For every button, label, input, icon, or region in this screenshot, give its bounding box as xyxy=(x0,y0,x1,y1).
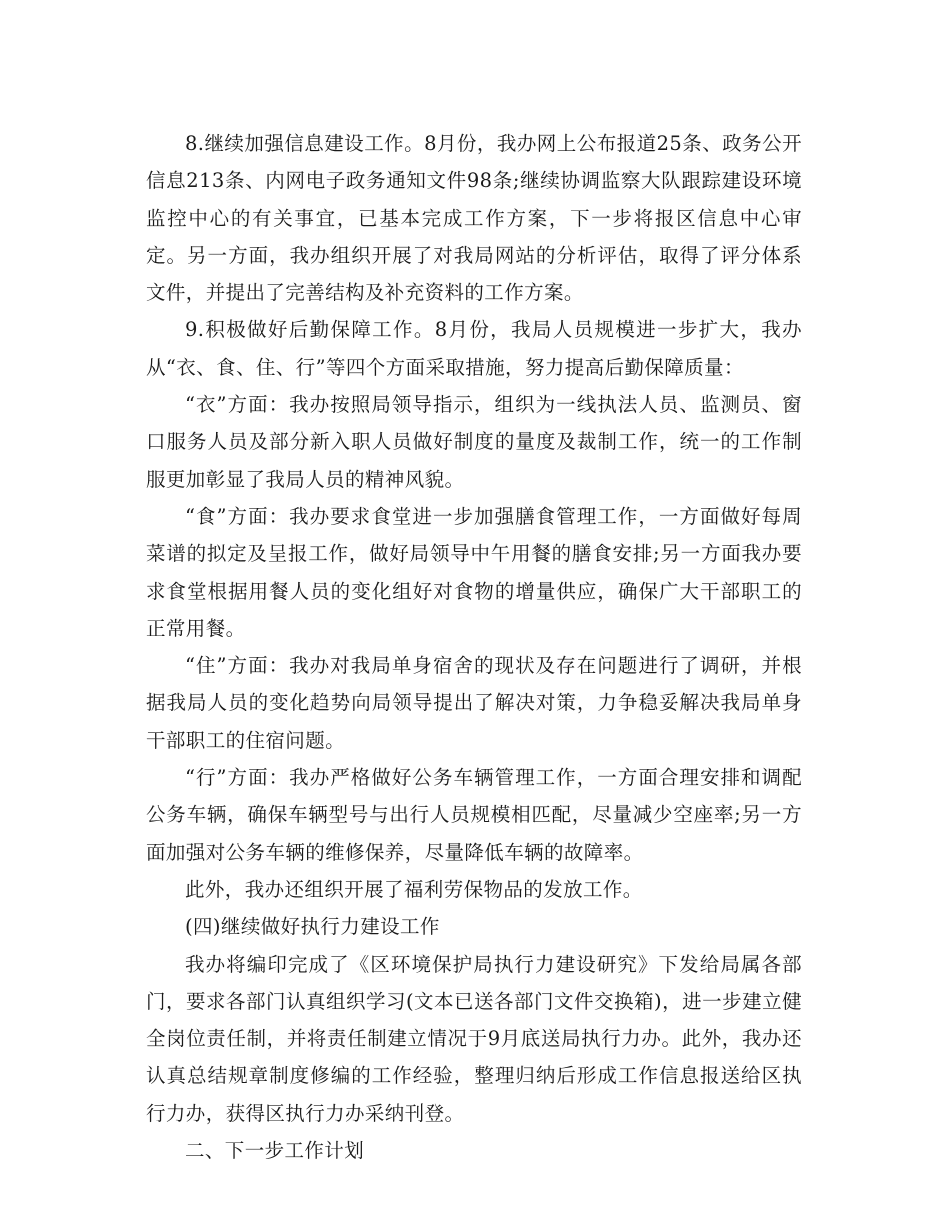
paragraph-clothing: “衣”方面：我办按照局领导指示，组织为一线执法人员、监测员、窗口服务人员及部分新入职人员做好制度的量度及裁制工作，统一的工作制服更加彰显了我局人员的精神风貌。 xyxy=(146,393,802,491)
paragraph-welfare: 此外，我办还组织开展了福利劳保物品的发放工作。 xyxy=(185,877,643,901)
section-heading-next-plan: 二、下一步工作计划 xyxy=(185,1139,365,1163)
paragraph-logistics: 9.积极做好后勤保障工作。8月份，我局人员规模进一步扩大，我办从“衣、食、住、行”等四个方面采取措施，努力提高后勤保障质量： xyxy=(146,318,802,379)
section-heading-execution: (四)继续做好执行力建设工作 xyxy=(185,915,440,939)
paragraph-execution: 我办将编印完成了《区环境保护局执行力建设研究》下发给局属各部门，要求各部门认真组织学习(文本已送各部门文件交换箱)，进一步建立健全岗位责任制，并将责任制建立情况于9月底送局执行力办。此外，我办还认真总结规章制度修编的工作经验，整理归纳后形成工作信息报送给区执行力办，获得区执行力办采纳刊登。 xyxy=(146,952,802,1125)
paragraph-housing: “住”方面：我办对我局单身宿舍的现状及存在问题进行了调研，并根据我局人员的变化趋势向局领导提出了解决对策，力争稳妥解决我局单身干部职工的住宿问题。 xyxy=(146,654,802,752)
paragraph-info-construction: 8.继续加强信息建设工作。8月份，我办网上公布报道25条、政务公开信息213条、内网电子政务通知文件98条;继续协调监察大队跟踪建设环境监控中心的有关事宜，已基本完成工作方案，下一步将报区信息中心审定。另一方面，我办组织开展了对我局网站的分析评估，取得了评分体系文件，并提出了完善结构及补充资料的工作方案。 xyxy=(146,132,802,305)
paragraph-transport: “行”方面：我办严格做好公务车辆管理工作，一方面合理安排和调配公务车辆，确保车辆型号与出行人员规模相匹配，尽量减少空座率;另一方面加强对公务车辆的维修保养，尽量降低车辆的故障率。 xyxy=(146,766,802,864)
paragraph-food: “食”方面：我办要求食堂进一步加强膳食管理工作，一方面做好每周菜谱的拟定及呈报工作，做好局领导中午用餐的膳食安排;另一方面我办要求食堂根据用餐人员的变化组好对食物的增量供应，确保广大干部职工的正常用餐。 xyxy=(146,504,802,640)
document-body xyxy=(146,125,802,1169)
